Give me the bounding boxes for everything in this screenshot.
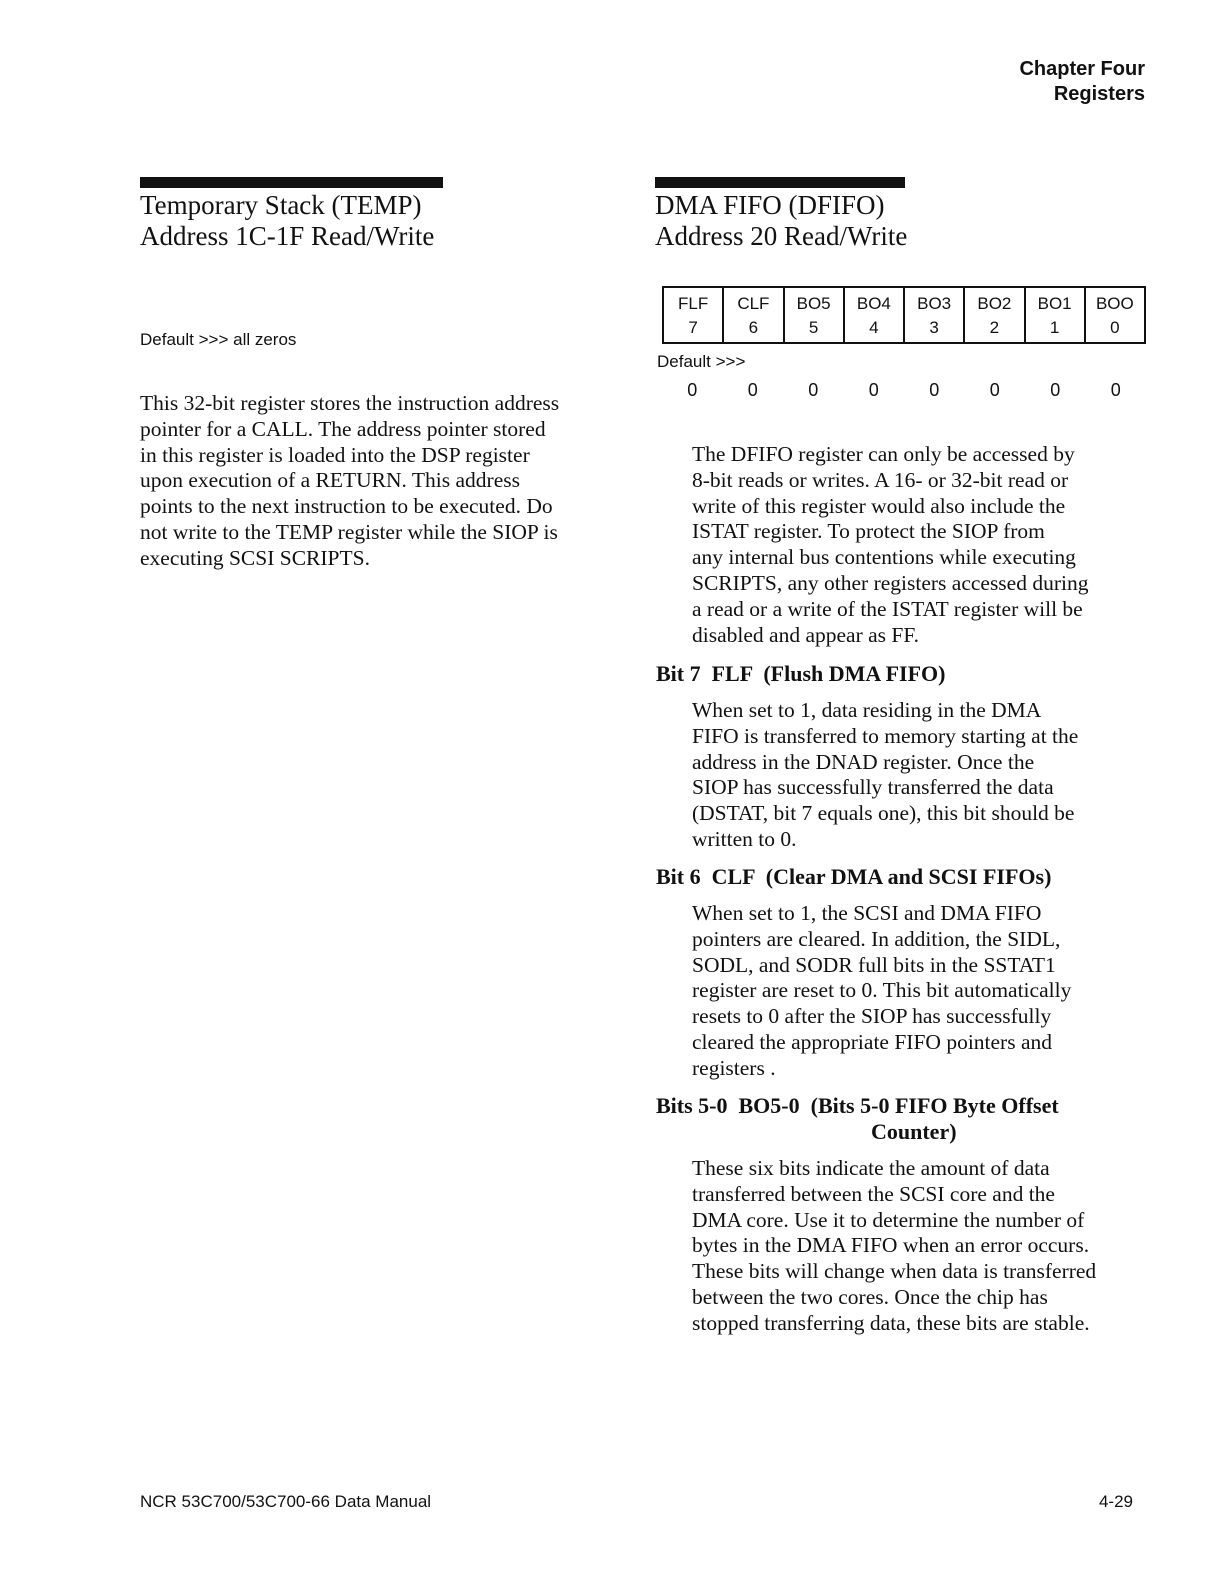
dfifo-default-label: Default >>>	[657, 352, 746, 371]
text-line: pointer for a CALL. The address pointer stored	[140, 416, 546, 441]
bit-number: 4	[844, 316, 904, 343]
bits50-heading-cont: Counter)	[871, 1119, 957, 1144]
default-value: 0	[1050, 380, 1061, 400]
bit-name: BO5	[784, 287, 844, 316]
bit-number: 6	[723, 316, 783, 343]
text-line: bytes in the DMA FIFO when an error occurs.	[692, 1233, 1090, 1258]
bit7-heading: Bit 7 FLF (Flush DMA FIFO)	[656, 661, 946, 686]
bit-name: BO1	[1025, 287, 1085, 316]
text-line: SCRIPTS, any other registers accessed during	[692, 570, 1089, 595]
text-line: (DSTAT, bit 7 equals one), this bit should be	[692, 801, 1075, 826]
footer-page-number: 4-29	[1098, 1492, 1133, 1511]
text-line: points to the next instruction to be executed. Do	[140, 494, 553, 519]
default-value: 0	[747, 380, 758, 400]
text-line: transferred between the SCSI core and the	[692, 1181, 1055, 1206]
bit-name: CLF	[723, 287, 783, 316]
text-line: This 32-bit register stores the instruction address	[140, 391, 560, 415]
default-value: 0	[808, 380, 819, 400]
text-line: When set to 1, data residing in the DMA	[692, 698, 1042, 722]
dfifo-default-values	[662, 380, 1146, 401]
text-line: cleared the appropriate FIFO pointers and	[692, 1029, 1052, 1054]
bit-number: 2	[964, 316, 1024, 343]
text-line: any internal bus contentions while executing	[692, 545, 1076, 570]
bit-number: 7	[663, 316, 723, 343]
text-line: FIFO is transferred to memory starting at the	[692, 723, 1079, 748]
bit-name: FLF	[663, 287, 723, 316]
bit-name: BOO	[1085, 287, 1145, 316]
default-value: 0	[989, 380, 1000, 400]
text-line: The DFIFO register can only be accessed by	[692, 442, 1075, 466]
section-rule-temp	[140, 177, 443, 188]
bit6-heading: Bit 6 CLF (Clear DMA and SCSI FIFOs)	[656, 864, 1052, 889]
bit6-description	[692, 901, 1162, 1082]
default-value: 0	[687, 380, 698, 400]
bit-name: BO4	[844, 287, 904, 316]
default-value: 0	[1110, 380, 1121, 400]
bit-number: 5	[784, 316, 844, 343]
section-rule-dfifo	[655, 177, 905, 188]
text-line: resets to 0 after the SIOP has successfully	[692, 1004, 1052, 1029]
dfifo-intro	[692, 442, 1162, 648]
text-line: 8-bit reads or writes. A 16- or 32-bit read or	[692, 467, 1069, 492]
default-value: 0	[868, 380, 879, 400]
bit-number: 0	[1085, 316, 1145, 343]
text-line: When set to 1, the SCSI and DMA FIFO	[692, 901, 1042, 925]
bit7-description	[692, 698, 1162, 853]
bits50-description	[692, 1156, 1162, 1337]
text-line: upon execution of a RETURN. This address	[140, 468, 520, 493]
text-line: SIOP has successfully transferred the data	[692, 775, 1054, 800]
text-line: address in the DNAD register. Once the	[692, 749, 1035, 774]
text-line: disabled and appear as FF.	[692, 622, 919, 647]
text-line: register are reset to 0. This bit automatically	[692, 978, 1072, 1003]
default-value: 0	[929, 380, 940, 400]
bit-number: 3	[904, 316, 964, 343]
text-line: in this register is loaded into the DSP register	[140, 442, 530, 467]
text-line: DMA core. Use it to determine the number of	[692, 1207, 1085, 1232]
dfifo-bit-table	[662, 286, 1146, 344]
text-line: These six bits indicate the amount of data	[692, 1156, 1050, 1180]
temp-default-label: Default >>>	[140, 330, 229, 349]
text-line: pointers are cleared. In addition, the SIDL,	[692, 926, 1061, 951]
text-line: executing SCSI SCRIPTS.	[140, 545, 370, 570]
text-line: SODL, and SODR full bits in the SSTAT1	[692, 952, 1056, 977]
temp-default	[140, 330, 296, 350]
chapter-header	[1019, 57, 1145, 107]
footer-manual-title: NCR 53C700/53C700-66 Data Manual	[140, 1492, 432, 1511]
text-line: registers .	[692, 1055, 776, 1080]
temp-address: Address 1C-1F Read/Write	[140, 221, 435, 251]
text-line: a read or a write of the ISTAT register will be	[692, 596, 1083, 621]
bits50-heading: Bits 5-0 BO5-0 (Bits 5-0 FIFO Byte Offset	[656, 1093, 1059, 1118]
bit-number: 1	[1025, 316, 1085, 343]
text-line: written to 0.	[692, 826, 797, 851]
text-line: not write to the TEMP register while the SIOP is	[140, 519, 558, 544]
text-line: These bits will change when data is transferred	[692, 1259, 1097, 1284]
dfifo-address: Address 20 Read/Write	[655, 221, 908, 251]
text-line: write of this register would also include the	[692, 493, 1066, 518]
text-line: stopped transferring data, these bits are stable.	[692, 1310, 1090, 1335]
bit-name: BO3	[904, 287, 964, 316]
text-line: ISTAT register. To protect the SIOP from	[692, 519, 1045, 544]
temp-title: Temporary Stack (TEMP)	[140, 190, 422, 220]
text-line: between the two cores. Once the chip has	[692, 1284, 1048, 1309]
bit-name: BO2	[964, 287, 1024, 316]
dfifo-title: DMA FIFO (DFIFO)	[655, 190, 885, 220]
temp-description	[140, 391, 620, 572]
temp-default-value: all zeros	[233, 330, 297, 349]
chapter-title: Chapter Four	[1019, 58, 1145, 80]
chapter-section: Registers	[1053, 83, 1145, 105]
